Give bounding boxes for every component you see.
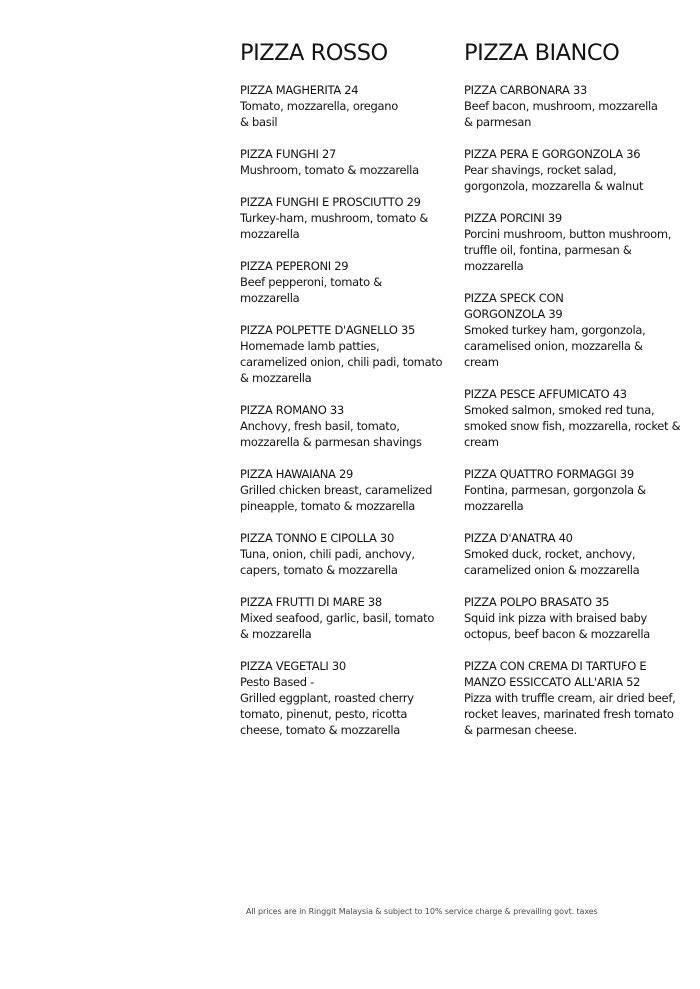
- menu-item-description: Fontina, parmesan, gorgonzola & mozzarella: [464, 483, 646, 513]
- menu-item: [464, 594, 686, 642]
- menu-item: [464, 290, 686, 370]
- menu-item-description: Anchovy, fresh basil, tomato, mozzarella & parmesan shavings: [240, 419, 422, 449]
- menu-item-name: PIZZA QUATTRO FORMAGGI 39: [464, 467, 634, 481]
- menu-item-name: PIZZA ROMANO 33: [240, 403, 344, 417]
- menu-item-name: PIZZA PERA E GORGONZOLA 36: [464, 147, 641, 161]
- menu-item: [240, 402, 462, 450]
- menu-item-name: PIZZA MAGHERITA 24: [240, 83, 359, 97]
- menu-item-name: PIZZA FUNGHI E PROSCIUTTO 29: [240, 195, 421, 209]
- menu-item: [464, 386, 686, 450]
- menu-item: [240, 658, 462, 738]
- menu-item-name: PIZZA CON CREMA DI TARTUFO E MANZO ESSICCATO ALL'ARIA 52: [464, 659, 647, 689]
- menu-item: [464, 82, 686, 130]
- menu-item-description: Smoked salmon, smoked red tuna, smoked snow fish, mozzarella, rocket & cream: [464, 403, 681, 449]
- menu-item-name: PIZZA POLPETTE D'AGNELLO 35: [240, 323, 416, 337]
- menu-item: [464, 466, 686, 514]
- menu-item-name: PIZZA SPECK CON GORGONZOLA 39: [464, 291, 564, 321]
- menu-item-description: Smoked turkey ham, gorgonzola, caramelised onion, mozzarella & cream: [464, 323, 646, 369]
- menu-item-description: Beef pepperoni, tomato & mozzarella: [240, 275, 382, 305]
- menu-item-description: Tomato, mozzarella, oregano & basil: [240, 99, 399, 129]
- menu-item-name: PIZZA D'ANATRA 40: [464, 531, 573, 545]
- menu-item: [464, 146, 686, 194]
- menu-item-description: Pesto Based - Grilled eggplant, roasted cherry tomato, pinenut, pesto, ricotta cheese, tomato & mozzarella: [240, 675, 414, 737]
- menu-item: [464, 210, 686, 274]
- menu-item-name: PIZZA PEPERONI 29: [240, 259, 349, 273]
- menu-item: [464, 658, 686, 738]
- price-disclaimer: All prices are in Ringgit Malaysia & subject to 10% service charge & prevailing govt. taxes: [246, 907, 598, 916]
- menu-item: [240, 82, 462, 130]
- menu-item-description: Mushroom, tomato & mozzarella: [240, 163, 419, 177]
- menu-item-description: Smoked duck, rocket, anchovy, caramelized onion & mozzarella: [464, 547, 640, 577]
- menu-item-name: PIZZA HAWAIANA 29: [240, 467, 354, 481]
- menu-item: [240, 530, 462, 578]
- menu-item-description: Grilled chicken breast, caramelized pineapple, tomato & mozzarella: [240, 483, 433, 513]
- menu-item: [240, 322, 462, 386]
- menu-item-name: PIZZA FUNGHI 27: [240, 147, 336, 161]
- menu-item-description: Tuna, onion, chili padi, anchovy, capers, tomato & mozzarella: [240, 547, 415, 577]
- menu-item-name: PIZZA VEGETALI 30: [240, 659, 346, 673]
- menu-item-description: Pear shavings, rocket salad, gorgonzola, mozzarella & walnut: [464, 163, 644, 193]
- menu-item: [240, 194, 462, 242]
- menu-item-description: Squid ink pizza with braised baby octopus, beef bacon & mozzarella: [464, 611, 650, 641]
- pizza-rosso-column: [240, 40, 462, 754]
- menu-item-description: Turkey-ham, mushroom, tomato & mozzarella: [240, 211, 429, 241]
- menu-item-description: Mixed seafood, garlic, basil, tomato & mozzarella: [240, 611, 435, 641]
- menu-item: [240, 466, 462, 514]
- menu-item-name: PIZZA FRUTTI DI MARE 38: [240, 595, 382, 609]
- menu-item-name: PIZZA PORCINI 39: [464, 211, 562, 225]
- menu-item: [240, 146, 462, 178]
- menu-item-description: Beef bacon, mushroom, mozzarella & parmesan: [464, 99, 658, 129]
- menu-item: [240, 258, 462, 306]
- pizza-rosso-title: PIZZA ROSSO: [240, 40, 388, 66]
- menu-item-name: PIZZA POLPO BRASATO 35: [464, 595, 610, 609]
- pizza-bianco-title: PIZZA BIANCO: [464, 40, 620, 66]
- menu-item: [464, 530, 686, 578]
- menu-item-description: Porcini mushroom, button mushroom, truffle oil, fontina, parmesan & mozzarella: [464, 227, 672, 273]
- menu-item-name: PIZZA PESCE AFFUMICATO 43: [464, 387, 627, 401]
- menu-item-description: Homemade lamb patties, caramelized onion, chili padi, tomato & mozzarella: [240, 339, 443, 385]
- menu-item: [240, 594, 462, 642]
- menu-item-description: Pizza with truffle cream, air dried beef, rocket leaves, marinated fresh tomato & parmesan cheese.: [464, 691, 676, 737]
- menu-item-name: PIZZA CARBONARA 33: [464, 83, 587, 97]
- pizza-bianco-column: [464, 40, 686, 754]
- menu-item-name: PIZZA TONNO E CIPOLLA 30: [240, 531, 394, 545]
